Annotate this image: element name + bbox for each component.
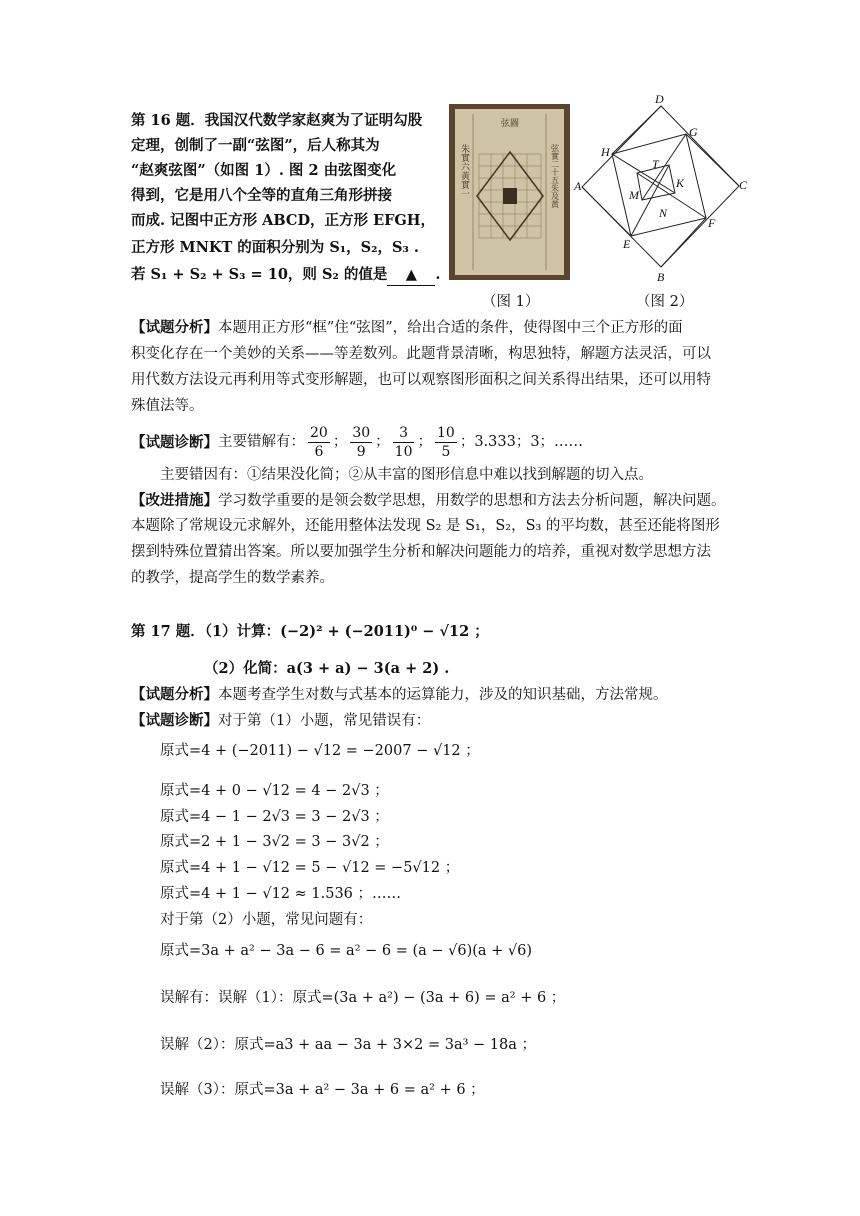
analysis17-line: 【试题分析】本题考查学生对数与式基本的运算能力，涉及的知识基础，方法常规。 (131, 686, 668, 703)
label-k: K (676, 176, 685, 190)
part2-intro: 对于第（2）小题，常见问题有： (160, 912, 373, 928)
q17-title: 第 17 题．（1）计算：(−2)² + (−2011)⁰ − √12 ； (131, 623, 489, 640)
improve16-tag: 【改进措施】 (131, 492, 218, 509)
fig2-caption: （图 2） (636, 294, 694, 310)
label-f: F (708, 216, 716, 230)
error-1: 原式=4 + (−2011) − √12 = −2007 − √12 ； (160, 743, 480, 759)
improve16-line-1: 【改进措施】学习数学重要的是领会数学思想，用数学的思想和方法去分析问题，解决问题。 (131, 492, 726, 509)
part2-error-1: 误解有：误解（1）：原式=(3a + a²) − (3a + 6) = a² + 6 ； (160, 990, 566, 1006)
improve16-line-3: 摆到特殊位置猜出答案。所以要加强学生分析和解决问题能力的培养，重视对数学思想方法 (131, 544, 711, 560)
error-6: 原式=4 + 1 − √12 ≈ 1.536 ；…… (160, 886, 402, 902)
analysis16-tag: 【试题分析】 (131, 319, 218, 336)
q16-line-4: 得到，它是用八个全等的直角三角形拼接 (131, 187, 392, 204)
q17-part2: （2）化简：a(3 + a) − 3(a + 2) . (204, 660, 450, 677)
square-efgh (612, 134, 706, 236)
fig1-title-text: 弦圖 (500, 119, 520, 129)
square-abcd (582, 106, 739, 267)
analysis16-line-4: 殊值法等。 (131, 398, 204, 414)
q16-line-7-pre: 若 S₁ + S₂ + S₃ = 10，则 S₂ 的值是 (131, 266, 388, 283)
q16-line-1: 第 16 题．我国汉代数学家赵爽为了证明勾股 (131, 112, 423, 129)
diagnosis16-reason: 主要错因有：①结果没化简；②从丰富的图形信息中难以找到解题的切入点。 (160, 467, 653, 483)
error-4: 原式=2 + 1 − 3√2 = 3 − 3√2 ； (160, 834, 389, 850)
diagnosis17-tag: 【试题诊断】 (131, 712, 218, 729)
fraction: $\frac{3}{10}$ (394, 424, 413, 460)
error-3: 原式=4 − 1 − 2√3 = 3 − 2√3 ； (160, 809, 389, 825)
error-2: 原式=4 + 0 − √12 = 4 − 2√3 ； (160, 783, 389, 799)
error-5: 原式=4 + 1 − √12 = 5 − √12 = −5√12 ； (160, 860, 460, 876)
label-g: G (689, 125, 698, 139)
fig1-right-text: 弦實二十五朱及黃 (550, 144, 560, 208)
label-c: C (739, 178, 748, 192)
diagnosis17-line: 【试题诊断】对于第（1）小题，常见错误有： (131, 712, 431, 729)
fraction: $\frac{30}{9}$ (352, 424, 371, 460)
analysis17-tag: 【试题分析】 (131, 686, 218, 703)
q16-line-7-post: . (435, 266, 441, 283)
part2-error-3: 误解（3）：原式=3a + a² − 3a + 6 = a² + 6 ； (160, 1082, 485, 1098)
q16-line-7 (131, 264, 440, 286)
fraction: $\frac{10}{5}$ (436, 424, 455, 460)
fig1-left-text: 朱實六黃實一 (459, 144, 469, 198)
label-a: A (574, 179, 582, 193)
analysis16-line-1: 【试题分析】本题用正方形“框”住“弦图”，给出合适的条件，使得图中三个正方形的面 (131, 319, 683, 336)
diagnosis16-line: 【试题诊断】 主要错解有： $\frac{20}{6}$ ； $\frac{30}{9}$ ； $\frac{3}{10}$ ； $\frac{10}{5}$ ； 3.333；3；…… (131, 424, 584, 460)
label-n: N (659, 206, 668, 220)
label-e: E (623, 237, 631, 251)
improve16-line-4: 的教学，提高学生的数学素养。 (131, 570, 334, 586)
improve16-line-2: 本题除了常规设元求解外，还能用整体法发现 S₂ 是 S₁，S₂，S₃ 的平均数，甚至还能将图形 (131, 518, 720, 534)
q16-line-2: 定理，创制了一副“弦图”，后人称其为 (131, 137, 380, 154)
part2-line-1: 原式=3a + a² − 3a − 6 = a² − 6 = (a − √6)(a + √6) (160, 943, 533, 959)
fraction: $\frac{20}{6}$ (310, 424, 328, 460)
q16-line-3: “赵爽弦图”（如图 1）. 图 2 由弦图变化 (131, 162, 397, 179)
q16-line-5: 而成. 记图中正方形 ABCD，正方形 EFGH， (131, 212, 436, 229)
figure-2-diagram (572, 90, 762, 285)
label-t: T (652, 157, 659, 171)
label-b: B (657, 270, 665, 284)
label-d: D (655, 92, 664, 106)
figure-1-photo (449, 104, 570, 280)
part2-error-2: 误解（2）：原式=a3 + aa − 3a + 3×2 = 3a³ − 18a ； (160, 1037, 536, 1053)
answer-blank: ▲ (387, 264, 435, 286)
diagnosis16-tag: 【试题诊断】 (131, 433, 218, 451)
label-h: H (601, 145, 610, 159)
diagnosis16-intro: 主要错解有： (218, 433, 305, 450)
label-m: M (629, 188, 639, 202)
fig1-caption: （图 1） (482, 294, 540, 310)
analysis16-line-3: 用代数方法设元再利用等式变形解题，也可以观察图形面积之间关系得出结果，还可以用特 (131, 372, 711, 388)
diagnosis16-tail: 3.333；3；…… (474, 433, 584, 450)
q16-line-6: 正方形 MNKT 的面积分别为 S₁，S₂，S₃ . (131, 239, 419, 256)
analysis16-line-2: 积变化存在一个美妙的关系——等差数列。此题背景清晰，构思独特，解题方法灵活，可以 (131, 346, 711, 362)
